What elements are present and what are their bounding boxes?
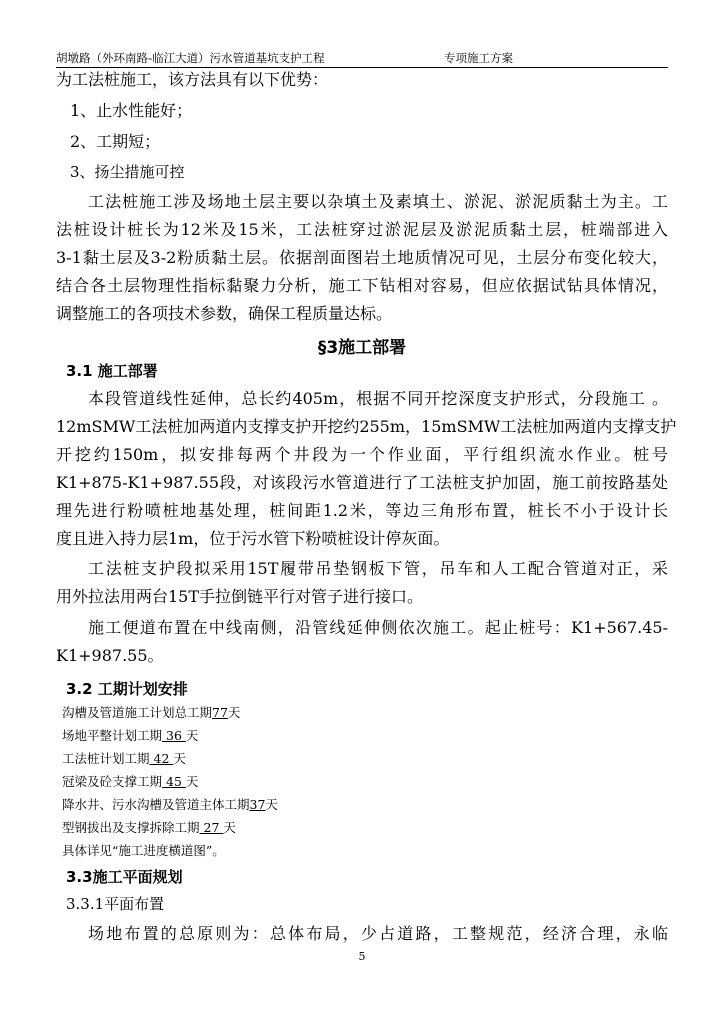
para1-line: 工法桩施工涉及场地土层主要以杂填土及素填土、淤泥、淤泥质黏土为主。工 [88,192,668,211]
header-doc-type: 专项施工方案 [444,51,513,65]
para4-line: K1+987.55。 [56,646,164,665]
heading-3-3-1: 3.3.1平面布置 [66,895,165,913]
para1-line: 结合各土层物理性指标黏聚力分析，施工下钻相对容易，但应依据试钻具体情况， [56,276,668,295]
para1-line: 调整施工的各项技术参数，确保工程质量达标。 [56,304,393,323]
para2-line: 12mSMW工法桩加两道内支撑支护开挖约255m，15mSMW工法桩加两道内支撑支护 [56,417,677,436]
schedule-item: 型钢拔出及支撑拆除工期 27 天 [62,820,236,835]
para2-line: K1+875-K1+987.55段，对该段污水管道进行了工法桩支护加固，施工前按路基处 [56,473,668,492]
para2-line: 理先进行粉喷桩地基处理，桩间距1.2米，等边三角形布置，桩长不小于设计长 [56,501,668,520]
para1-line: 3-1黏土层及3-2粉质黏土层。依据剖面图岩土地质情况可见，土层分布变化较大， [56,248,668,267]
para2-line: 度且进入持力层1m，位于污水管下粉喷桩设计停灰面。 [56,529,450,548]
schedule-item: 沟槽及管道施工计划总工期77天 [62,705,241,720]
para3-line: 工法桩支护段拟采用15T履带吊垫钢板下管，吊车和人工配合管道对正，采 [88,559,668,578]
para3-line: 用外拉法用两台15T手拉倒链平行对管子进行接口。 [56,587,424,606]
section-title: §3施工部署 [317,338,407,358]
heading-3-3: 3.3施工平面规划 [66,868,183,886]
schedule-item: 场地平整计划工期 36 天 [62,728,199,743]
advantage-item: 1、止水性能好； [70,101,193,120]
page-number: 5 [358,950,366,963]
schedule-item: 冠梁及砼支撑工期 45 天 [62,774,199,789]
schedule-note: 具体详见“施工进度横道图”。 [62,843,225,858]
schedule-item: 工法桩计划工期 42 天 [62,751,186,766]
para1-line: 法桩设计桩长为12米及15米，工法桩穿过淤泥层及淤泥质黏土层，桩端部进入 [56,220,668,239]
schedule-item: 降水井、污水沟槽及管道主体工期37天 [62,797,278,812]
heading-3-1: 3.1 施工部署 [66,362,158,380]
header-project-title: 胡墩路（外环南路-临江大道）污水管道基坑支护工程 [56,51,325,65]
advantage-item: 2、工期短； [70,132,161,151]
para5-line: 场地布置的总原则为：总体布局，少占道路，工整规范，经济合理，永临 [88,924,668,943]
heading-3-2: 3.2 工期计划安排 [66,680,188,698]
advantage-item: 3、扬尘措施可控 [70,163,185,181]
intro-line: 为工法桩施工，该方法具有以下优势： [56,70,329,89]
para4-line: 施工便道布置在中线南侧，沿管线延伸侧依次施工。起止桩号：K1+567.45- [88,618,668,637]
para2-line: 开挖约150m，拟安排每两个井段为一个作业面，平行组织流水作业。桩号 [56,445,668,464]
para2-line: 本段管道线性延伸，总长约405m，根据不同开挖深度支护形式，分段施工 。 [88,389,668,408]
